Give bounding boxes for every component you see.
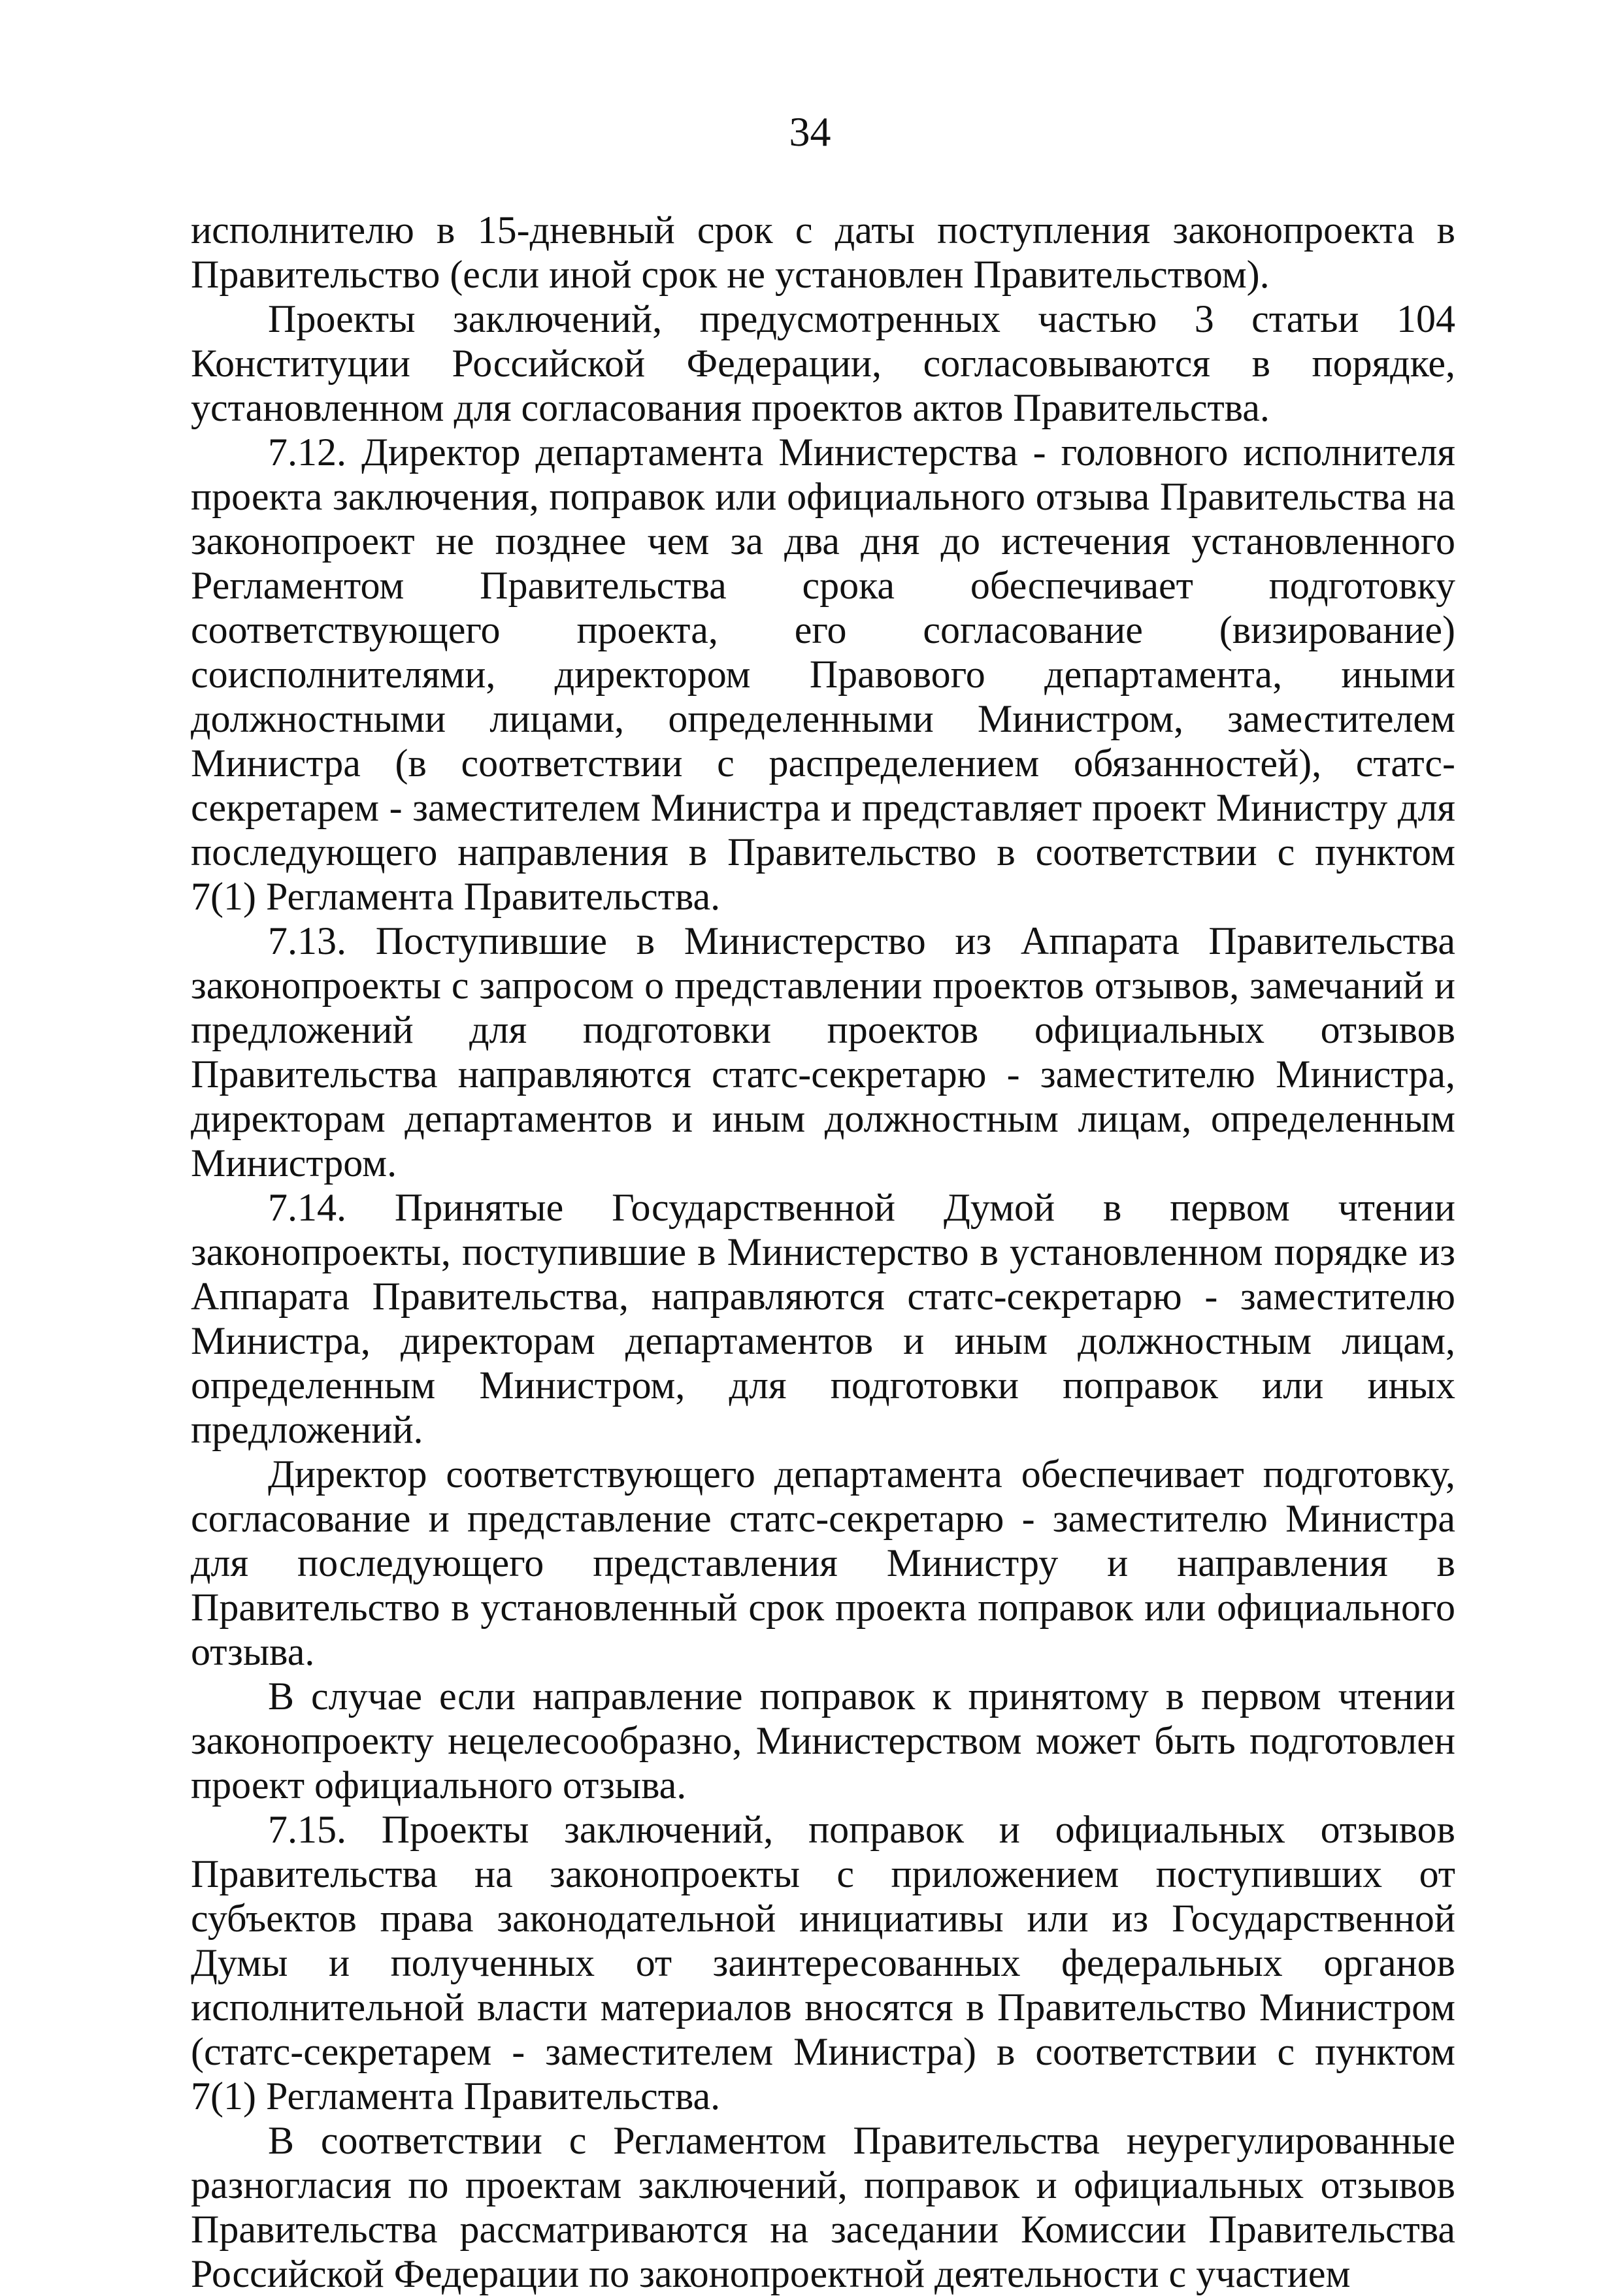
page-number: 34 (789, 108, 831, 155)
paragraph-continuation: исполнителю в 15-дневный срок с даты поступления законопроекта в Правительство (если иной срок не установлен Правительством). (191, 208, 1455, 296)
paragraph-director-duties: Директор соответствующего департамента обеспечивает подготовку, согласование и представление статс-секретарю - заместителю Министра для последующего представления Министру и направления в Правительство в установленный срок проекта поправок или официального отзыва. (191, 1452, 1455, 1673)
paragraph-amendments-inexpedient: В случае если направление поправок к принятому в первом чтении законопроекту нецелесообразно, Министерством может быть подготовлен проект официального отзыва. (191, 1675, 1455, 1807)
paragraph-7-12: 7.12. Директор департамента Министерства - головного исполнителя проекта заключения, поправок или официального отзыва Правительства на законопроект не позднее чем за два дня до истечения установленного Регламентом Правительства срока обеспечивает подготовку соответствующего проекта, его согласование (визирование) соисполнителями, директором Правового департамента, иными должностными лицами, определенными Министром, заместителем Министра (в соответствии с распределением обязанностей), статс-секретарем - заместителем Министра и представляет проект Министру для последующего направления в Правительство в соответствии с пунктом 7(1) Регламента Правительства. (191, 431, 1455, 918)
paragraph-7-13: 7.13. Поступившие в Министерство из Аппарата Правительства законопроекты с запросом о представлении проектов отзывов, замечаний и предложений для подготовки проектов официальных отзывов Правительства направляются статс-секретарю - заместителю Министра, директорам департаментов и иным должностным лицам, определенным Министром. (191, 919, 1455, 1185)
paragraph-constitution-conclusions: Проекты заключений, предусмотренных частью 3 статьи 104 Конституции Российской Федерации, согласовываются в порядке, установленном для согласования проектов актов Правительства. (191, 297, 1455, 429)
paragraph-7-14: 7.14. Принятые Государственной Думой в первом чтении законопроекты, поступившие в Министерство в установленном порядке из Аппарата Правительства, направляются статс-секретарю - заместителю Министра, директорам департаментов и иным должностным лицам, определенным Министром, для подготовки поправок или иных предложений. (191, 1186, 1455, 1451)
paragraph-7-15: 7.15. Проекты заключений, поправок и официальных отзывов Правительства на законопроекты с приложением поступивших от субъектов права законодательной инициативы или из Государственной Думы и полученных от заинтересованных федеральных органов исполнительной власти материалов вносятся в Правительство Министром (статс-секретарем - заместителем Министра) в соответствии с пунктом 7(1) Регламента Правительства. (191, 1808, 1455, 2118)
paragraph-disagreements: В соответствии с Регламентом Правительства неурегулированные разногласия по проектам заключений, поправок и официальных отзывов Правительства рассматриваются на заседании Комиссии Правительства Российской Федерации по законопроектной деятельности с участием (191, 2119, 1455, 2295)
document-body (191, 208, 1455, 2296)
